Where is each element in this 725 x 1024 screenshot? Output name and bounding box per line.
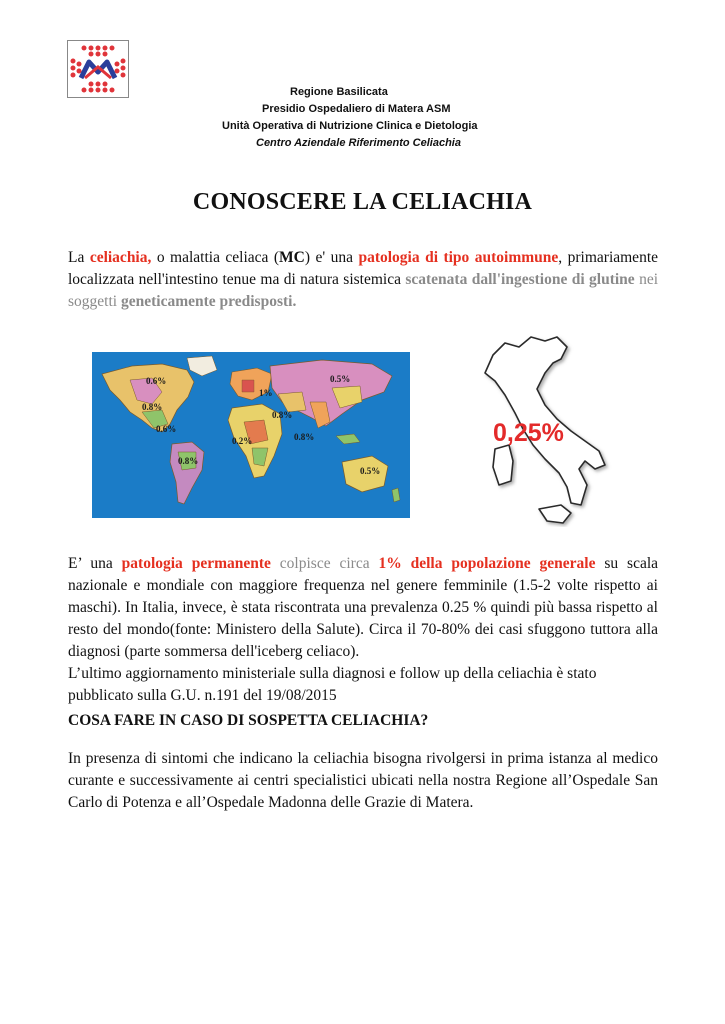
hospital-logo xyxy=(67,40,129,98)
intro-paragraph xyxy=(68,247,658,313)
highlight-celiachia: celiachia, xyxy=(89,249,152,266)
map-label: 0.6% xyxy=(156,424,177,434)
map-label: 1% xyxy=(259,388,273,398)
map-label: 0.5% xyxy=(330,374,351,384)
highlight-autoimmune: patologia di tipo autoimmune xyxy=(358,249,559,266)
header-hospital: Presidio Ospedaliero di Matera ASM xyxy=(262,103,451,115)
map-label: 0.8% xyxy=(272,410,293,420)
highlight-permanent: patologia permanente xyxy=(121,555,271,572)
intro-text: , primariamente localizzata nell'intestino tenue ma di natura sistemica xyxy=(68,249,659,288)
map-label: 0.2% xyxy=(232,436,253,446)
italy-map-image xyxy=(475,333,615,536)
intro-text: La xyxy=(68,249,90,266)
intro-text: nei soggetti xyxy=(68,271,659,310)
intro-text: ) e' una xyxy=(304,249,359,266)
highlight-genetic: geneticamente predisposti. xyxy=(120,293,297,310)
italy-prevalence-label: 0,25% xyxy=(493,419,564,447)
world-map-image xyxy=(92,352,410,518)
map-label: 0.8% xyxy=(178,456,199,466)
page-title: CONOSCERE LA CELIACHIA xyxy=(192,189,533,215)
abbr-mc: MC xyxy=(279,249,305,266)
header-unit: Unità Operativa di Nutrizione Clinica e Dietologia xyxy=(222,120,478,132)
map-label: 0.8% xyxy=(142,402,163,412)
map-label: 0.5% xyxy=(360,466,381,476)
body-text: colpisce circa xyxy=(270,555,379,572)
map-label: 0.6% xyxy=(146,376,167,386)
highlight-gluten: scatenata dall'ingestione di glutine xyxy=(405,271,635,288)
section-heading: COSA FARE IN CASO DI SOSPETTA CELIACHIA? xyxy=(68,712,429,729)
update-note: L’ultimo aggiornamento ministeriale sulla diagnosi e follow up della celiachia è stato pubblicato sulla G.U. n.191 del 19/08/2015 xyxy=(68,665,597,704)
map-label: 0.8% xyxy=(294,432,315,442)
body-text: su scala nazionale e mondiale con maggiore frequenza nel genere femminile (1.5-2 volte rispetto ai maschi). In Italia, invece, è stata riscontrata una prevalenza 0.25 % quindi più bassa rispetto al resto del mondo(fonte: Ministero della Salute). Circa il 70-80% dei casi sfuggono tuttora alla diagnosi (parte sommersa dell'iceberg celiaco). xyxy=(68,555,659,660)
header-center: Centro Aziendale Riferimento Celiachia xyxy=(256,137,461,149)
header-region: Regione Basilicata xyxy=(290,86,388,98)
advice-paragraph: In presenza di sintomi che indicano la celiachia bisogna rivolgersi in prima istanza al medico curante e successivamente ai centri specialistici ubicati nella nostra Regione all’Ospedale San Carlo di Potenza e all’Ospedale Madonna delle Grazie di Matera. xyxy=(68,750,658,811)
body-text: E’ una xyxy=(68,555,122,572)
prevalence-paragraph xyxy=(68,553,658,707)
intro-text: o malattia celiaca ( xyxy=(151,249,280,266)
highlight-one-percent: 1% della popolazione generale xyxy=(378,555,596,572)
